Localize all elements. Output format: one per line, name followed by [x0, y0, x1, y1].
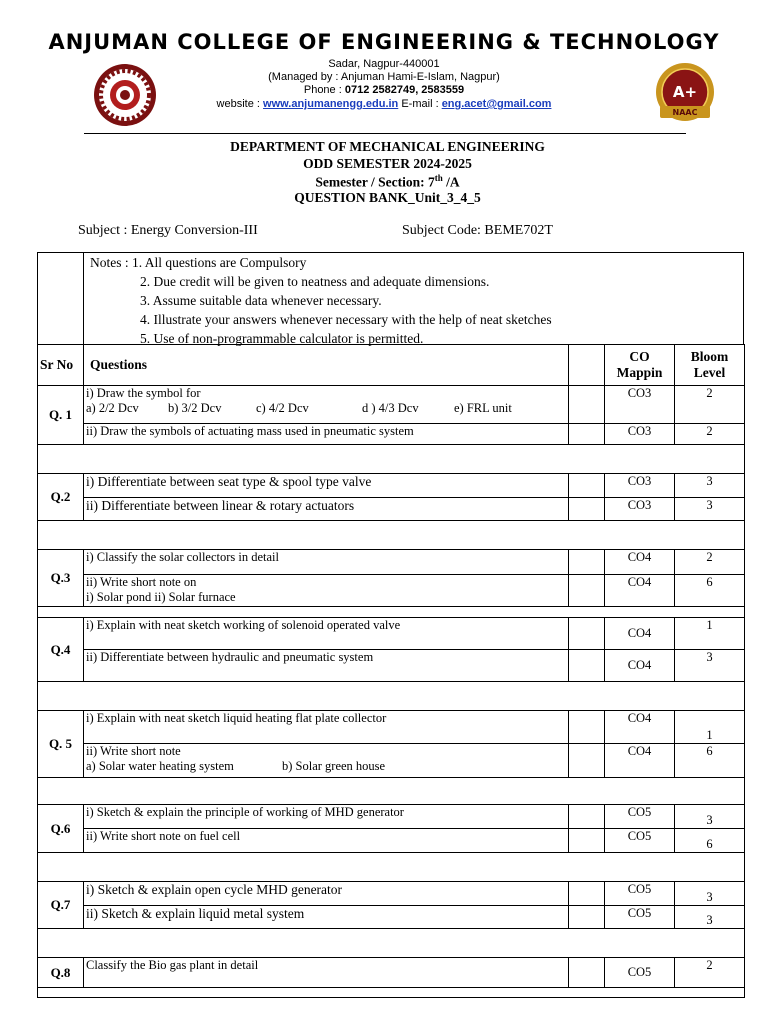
- table-row: [38, 829, 745, 853]
- table-row: [38, 498, 745, 521]
- question-text: i) Differentiate between seat type & spool type valve: [84, 474, 569, 498]
- question-text: i) Classify the solar collectors in detail: [84, 550, 569, 575]
- notes-box: [37, 252, 744, 344]
- department-title: DEPARTMENT OF MECHANICAL ENGINEERING: [230, 139, 545, 154]
- table-row: [38, 424, 745, 445]
- email-label: E-mail :: [401, 98, 439, 110]
- managed-by: (Managed by : Anjuman Hami-E-Islam, Nagpur): [268, 71, 500, 83]
- question-number: Q.8: [38, 958, 84, 988]
- notes-line-1: Notes : 1. All questions are Compulsory: [90, 255, 307, 270]
- question-number: Q.4: [38, 618, 84, 682]
- bloom-level: 3: [675, 882, 745, 906]
- college-address: Sadar, Nagpur-440001: [328, 58, 440, 70]
- bloom-level: 3: [675, 650, 745, 682]
- table-row: [38, 386, 745, 424]
- table-row: [38, 958, 745, 988]
- table-row: [38, 618, 745, 650]
- question-text: ii) Differentiate between linear & rotary actuators: [84, 498, 569, 521]
- bloom-level: 1: [675, 711, 745, 744]
- question-text: ii) Draw the symbols of actuating mass used in pneumatic system: [84, 424, 569, 445]
- question-text: i) Explain with neat sketch liquid heating flat plate collector: [84, 711, 569, 744]
- bloom-level: 2: [675, 958, 745, 988]
- question-number: Q. 5: [38, 711, 84, 778]
- header-questions: Questions: [84, 345, 569, 386]
- subject-name: Subject : Energy Conversion-III: [78, 223, 258, 238]
- table-row: [38, 550, 745, 575]
- question-text: i) Draw the symbol for a) 2/2 Dcv b) 3/2 Dcv c) 4/2 Dcv d ) 4/3 Dcv e) FRL unit: [84, 386, 569, 424]
- naac-label: NAAC: [672, 108, 698, 117]
- question-number: Q.6: [38, 805, 84, 853]
- email-link[interactable]: eng.acet@gmail.com: [441, 98, 552, 110]
- notes-line-3: 3. Assume suitable data whenever necessary.: [140, 293, 382, 308]
- spacer-row: [38, 682, 745, 711]
- table-row: [38, 711, 745, 744]
- spacer-row: [38, 778, 745, 805]
- co-mapping: CO5: [605, 829, 675, 853]
- notes-label: Notes :: [90, 255, 132, 270]
- question-text: i) Sketch & explain the principle of working of MHD generator: [84, 805, 569, 829]
- co-mapping: CO5: [605, 882, 675, 906]
- spacer-row: [38, 607, 745, 618]
- bloom-level: 2: [675, 424, 745, 445]
- bloom-level: 3: [675, 474, 745, 498]
- question-text: ii) Write short note a) Solar water heating system b) Solar green house: [84, 744, 569, 778]
- spacer-row: [38, 445, 745, 474]
- spacer-row: [38, 988, 745, 998]
- co-mapping: CO5: [605, 906, 675, 929]
- semester-title: ODD SEMESTER 2024-2025: [303, 156, 472, 171]
- table-row: [38, 575, 745, 607]
- notes-line-5: 5. Use of non-programmable calculator is permitted.: [140, 331, 424, 346]
- co-mapping: CO4: [605, 575, 675, 607]
- table-row: [38, 805, 745, 829]
- notes-line-4: 4. Illustrate your answers whenever necessary with the help of neat sketches: [140, 312, 552, 327]
- college-name: ANJUMAN COLLEGE OF ENGINEERING & TECHNOLOGY: [48, 30, 720, 54]
- question-number: Q. 1: [38, 386, 84, 445]
- bloom-level: 2: [675, 550, 745, 575]
- phone-numbers: 0712 2582749, 2583559: [344, 84, 465, 96]
- co-mapping: CO4: [605, 618, 675, 650]
- question-text: i) Sketch & explain open cycle MHD generator: [84, 882, 569, 906]
- header-sr: Sr No: [38, 345, 84, 386]
- bloom-level: 3: [675, 805, 745, 829]
- header-divider: [84, 133, 686, 134]
- table-row: [38, 906, 745, 929]
- spacer-row: [38, 929, 745, 958]
- question-number: Q.7: [38, 882, 84, 929]
- naac-grade: A+: [672, 83, 698, 101]
- question-table: [37, 344, 745, 998]
- notes-line-2: 2. Due credit will be given to neatness and adequate dimensions.: [140, 274, 490, 289]
- table-header-row: [38, 345, 745, 386]
- co-mapping: CO5: [605, 805, 675, 829]
- bloom-level: 2: [675, 386, 745, 424]
- question-text: ii) Write short note on fuel cell: [84, 829, 569, 853]
- question-bank-title: QUESTION BANK_Unit_3_4_5: [294, 190, 481, 205]
- question-number: Q.3: [38, 550, 84, 607]
- website-link[interactable]: www.anjumanengg.edu.in: [263, 98, 399, 110]
- table-row: [38, 744, 745, 778]
- spacer-row: [38, 521, 745, 550]
- naac-badge-logo: [652, 62, 718, 128]
- question-text: i) Explain with neat sketch working of solenoid operated valve: [84, 618, 569, 650]
- question-text: Classify the Bio gas plant in detail: [84, 958, 569, 988]
- section-title: Semester / Section: 7th /A: [315, 173, 460, 190]
- co-mapping: CO4: [605, 650, 675, 682]
- subject-code: Subject Code: BEME702T: [402, 223, 553, 238]
- table-row: [38, 882, 745, 906]
- co-mapping: CO4: [605, 744, 675, 778]
- phone-label: Phone :: [303, 84, 342, 96]
- website-label: website :: [216, 98, 260, 110]
- spacer-row: [38, 853, 745, 882]
- co-mapping: CO3: [605, 498, 675, 521]
- co-mapping: CO3: [605, 386, 675, 424]
- header-bloom: Bloom Level: [675, 345, 745, 386]
- bloom-level: 1: [675, 618, 745, 650]
- bloom-level: 6: [675, 829, 745, 853]
- bloom-level: 6: [675, 575, 745, 607]
- bloom-level: 3: [675, 498, 745, 521]
- table-row: [38, 474, 745, 498]
- question-text: ii) Sketch & explain liquid metal system: [84, 906, 569, 929]
- table-row: [38, 650, 745, 682]
- bloom-level: 3: [675, 906, 745, 929]
- bloom-level: 6: [675, 744, 745, 778]
- co-mapping: CO3: [605, 424, 675, 445]
- co-mapping: CO5: [605, 958, 675, 988]
- question-text: ii) Write short note on i) Solar pond ii) Solar furnace: [84, 575, 569, 607]
- co-mapping: CO4: [605, 711, 675, 744]
- co-mapping: CO3: [605, 474, 675, 498]
- question-text: ii) Differentiate between hydraulic and pneumatic system: [84, 650, 569, 682]
- header-co: CO Mappin: [605, 345, 675, 386]
- question-number: Q.2: [38, 474, 84, 521]
- co-mapping: CO4: [605, 550, 675, 575]
